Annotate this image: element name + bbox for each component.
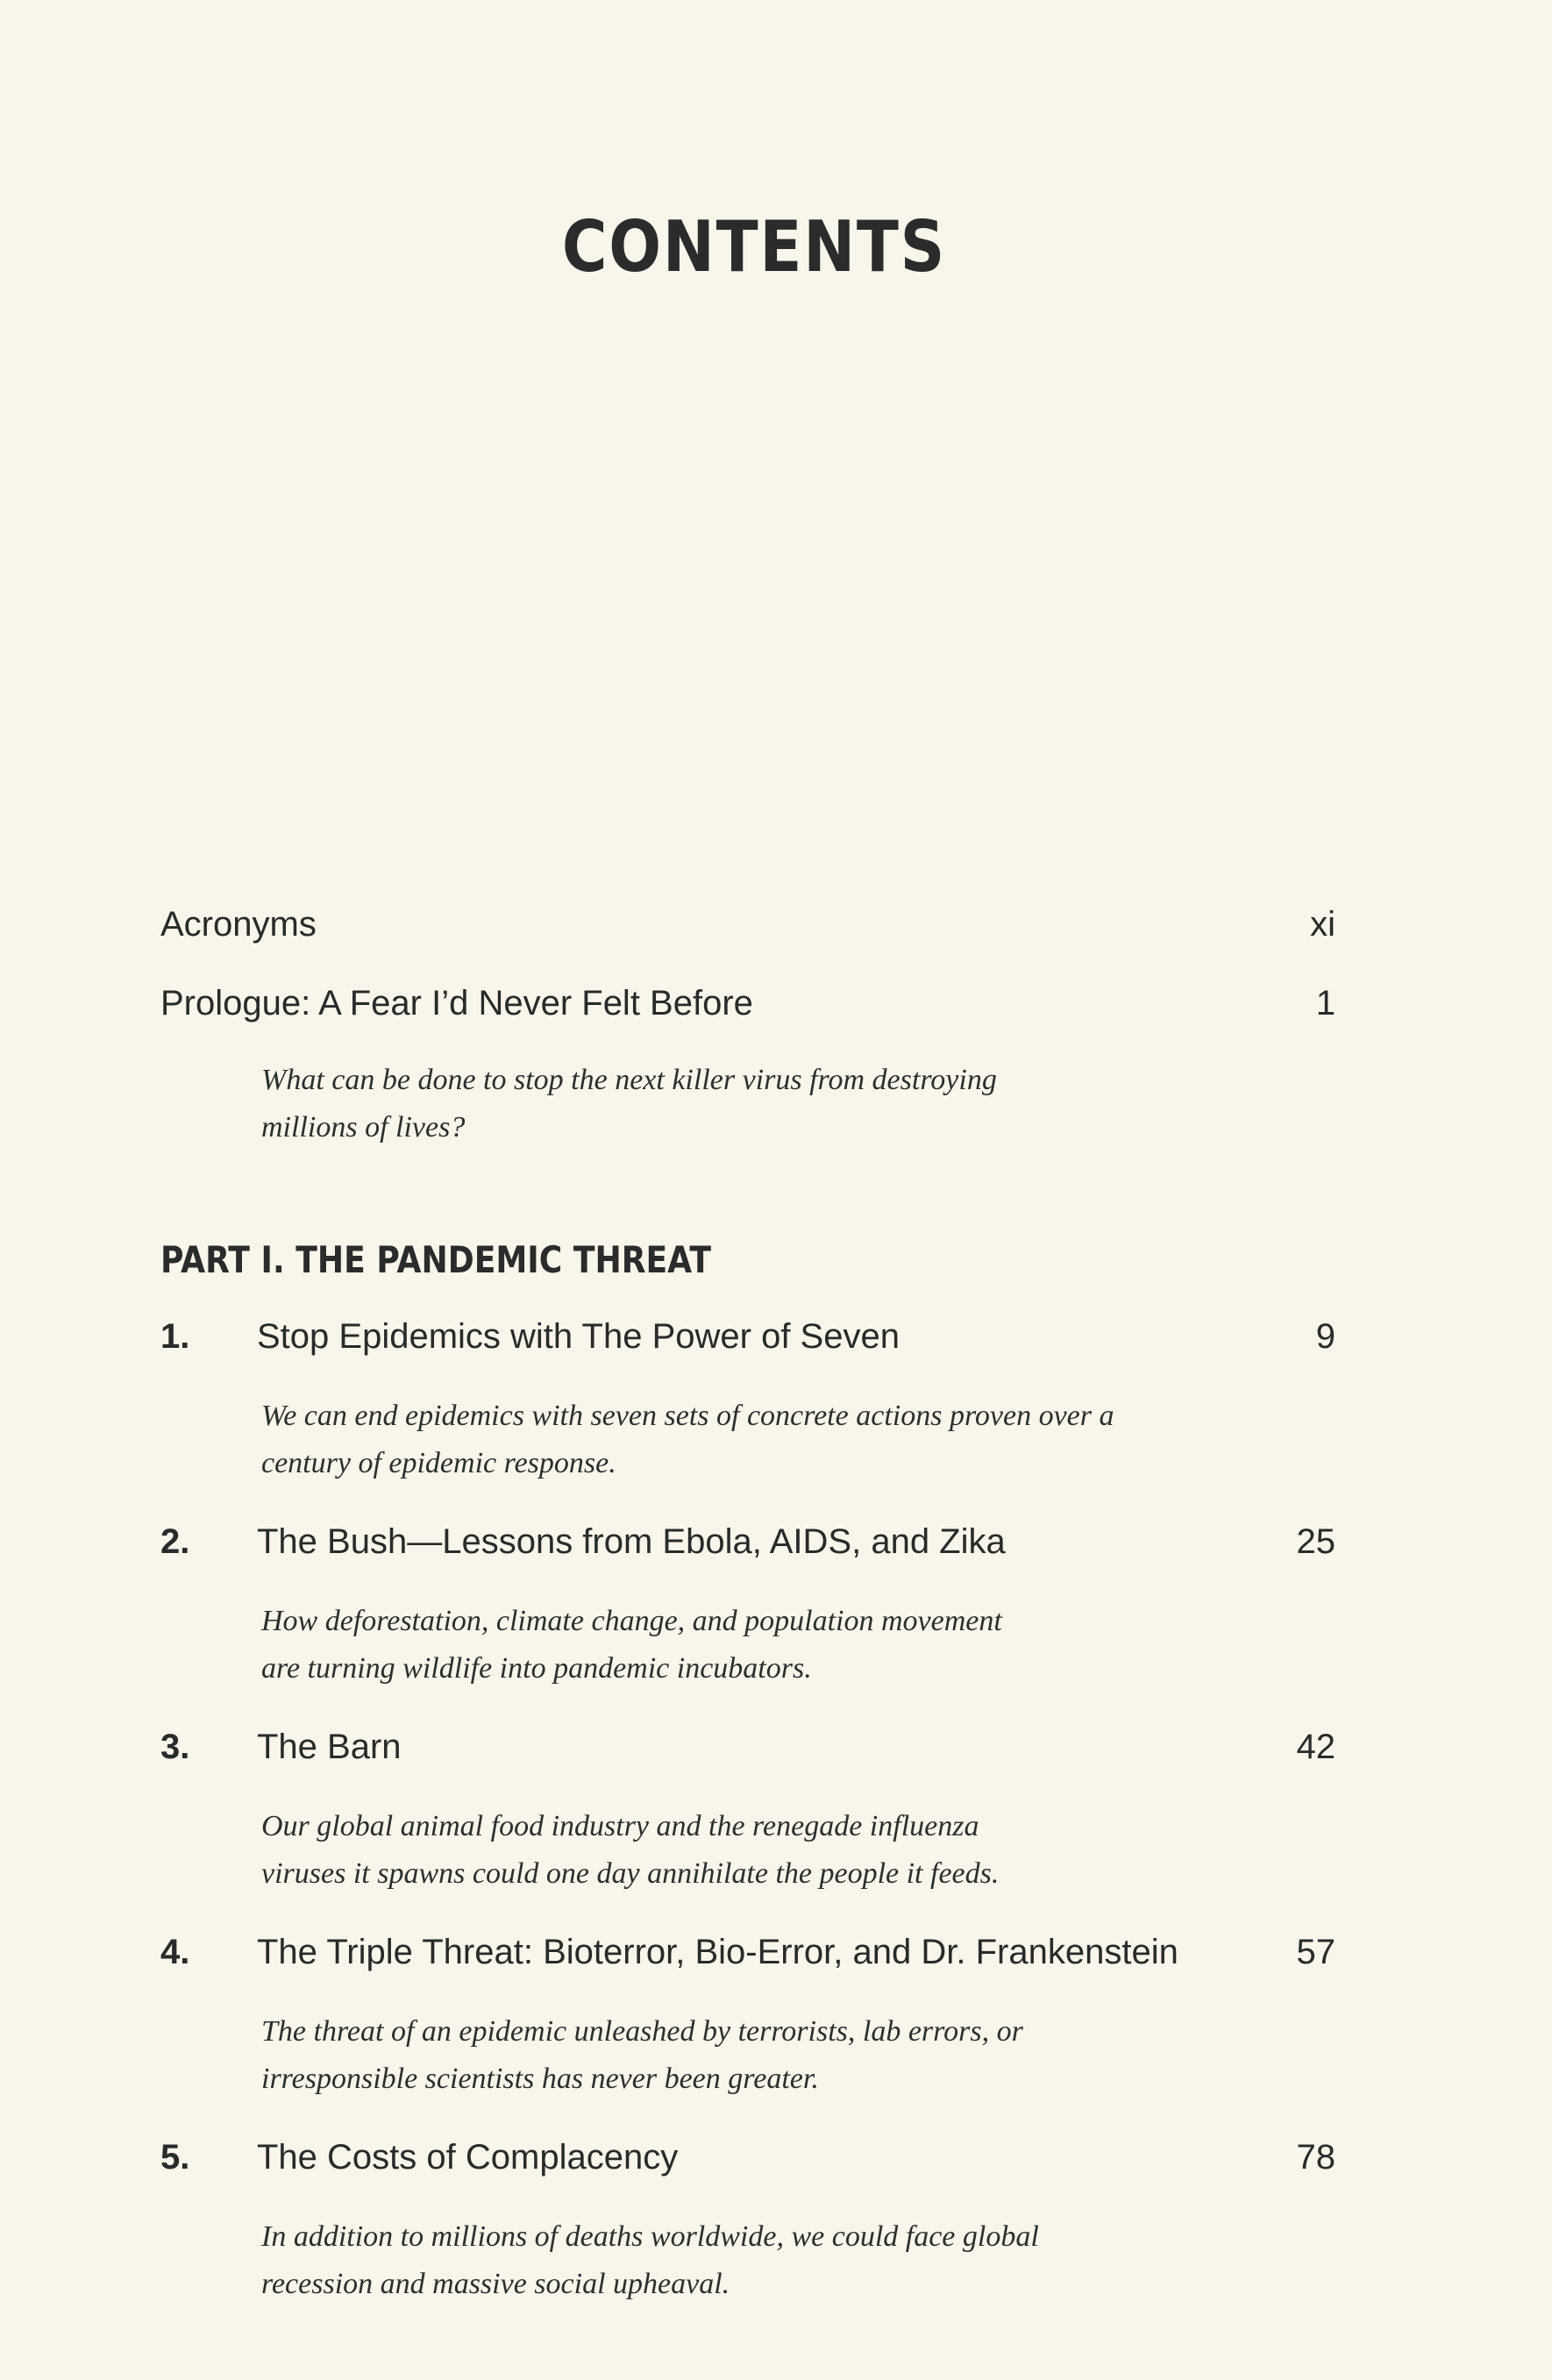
chapter-number: 2.: [160, 1522, 190, 1561]
chapter-description: [261, 2008, 1226, 2103]
chapter-description: [261, 1598, 1226, 1692]
description-line: The threat of an epidemic unleashed by terrorists, lab errors, or: [261, 2015, 1023, 2048]
chapter-number: 5.: [160, 2138, 190, 2177]
description-line: irresponsible scientists has never been greater.: [261, 2063, 819, 2095]
toc-page-number: 9: [1315, 1317, 1335, 1356]
description-line: millions of lives?: [261, 1111, 466, 1144]
description-line: We can end epidemics with seven sets of concrete actions proven over a: [261, 1400, 1114, 1432]
description-line: century of epidemic response.: [261, 1447, 616, 1479]
toc-page-number: 78: [1296, 2138, 1335, 2177]
chapter-description: [261, 2213, 1226, 2308]
description-line: recession and massive social upheaval.: [261, 2268, 730, 2300]
part-heading: PART I. THE PANDEMIC THREAT: [160, 1238, 711, 1281]
chapter-number: 4.: [160, 1933, 190, 1971]
toc-page-number: 1: [1315, 984, 1335, 1023]
description-line: Our global animal food industry and the renegade influenza: [261, 1810, 979, 1842]
toc-page-number: 57: [1296, 1933, 1335, 1971]
chapter-title: The Triple Threat: Bioterror, Bio-Error, and Dr. Frankenstein: [257, 1933, 1178, 1971]
chapter-title: Stop Epidemics with The Power of Seven: [257, 1317, 900, 1356]
chapter-number: 3.: [160, 1728, 190, 1766]
description-line: How deforestation, climate change, and population movement: [261, 1605, 1002, 1637]
chapter-description: [261, 1803, 1226, 1898]
toc-page-number: 42: [1296, 1728, 1335, 1766]
toc-entry-description: [261, 1057, 1226, 1151]
chapter-title: The Costs of Complacency: [257, 2138, 679, 2177]
description-line: In addition to millions of deaths worldwide, we could face global: [261, 2220, 1039, 2253]
toc-entry-title: Prologue: A Fear I’d Never Felt Before: [160, 984, 753, 1023]
chapter-description: [261, 1393, 1226, 1487]
toc-page-number: 25: [1296, 1522, 1335, 1561]
description-line: are turning wildlife into pandemic incubators.: [261, 1652, 812, 1685]
chapter-title: The Bush—Lessons from Ebola, AIDS, and Zika: [257, 1522, 1006, 1561]
toc-page-number: xi: [1310, 905, 1335, 944]
chapter-number: 1.: [160, 1317, 190, 1356]
chapter-title: The Barn: [257, 1728, 402, 1766]
description-line: What can be done to stop the next killer virus from destroying: [261, 1064, 997, 1096]
description-line: viruses it spawns could one day annihilate the people it feeds.: [261, 1857, 1000, 1890]
toc-entry-title: Acronyms: [160, 905, 317, 944]
page-title: CONTENTS: [561, 206, 947, 288]
